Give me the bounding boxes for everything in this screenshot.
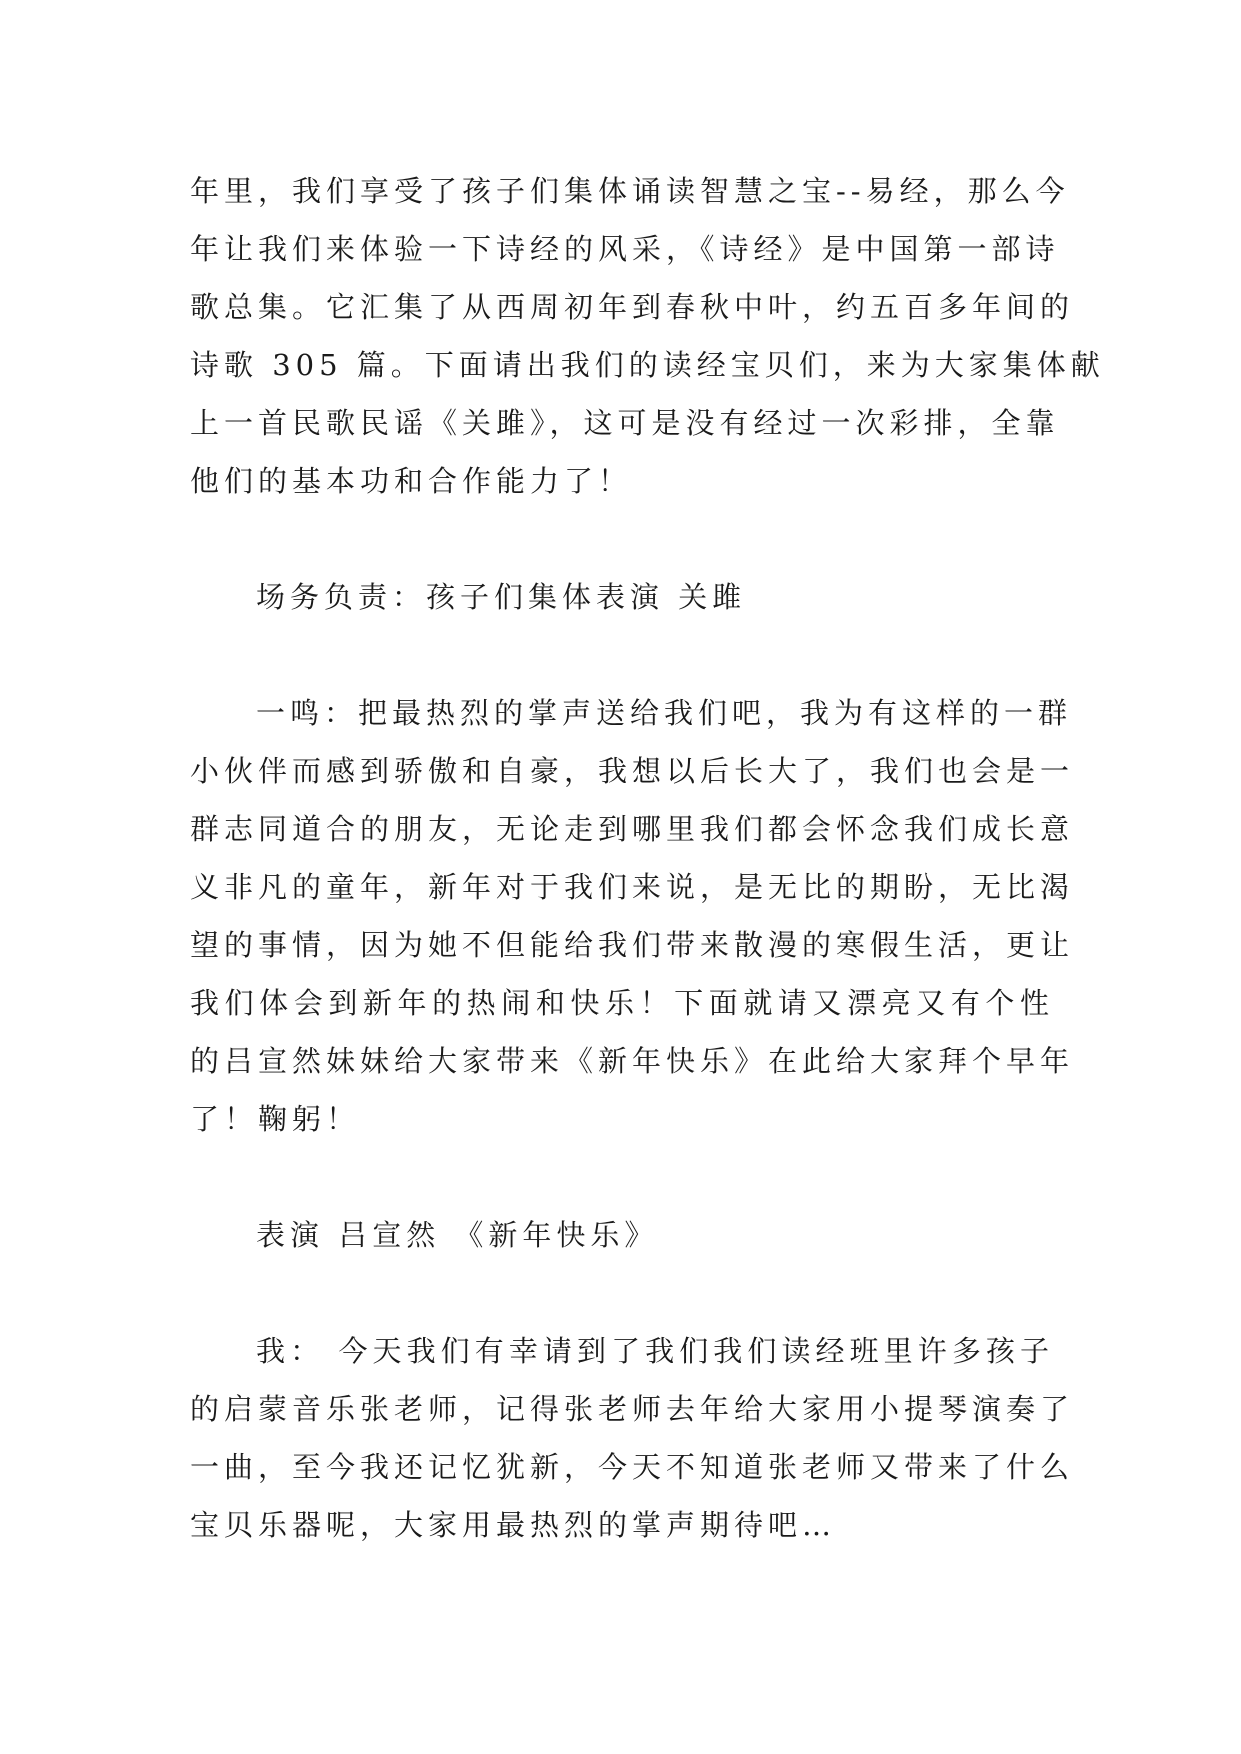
- paragraph-gap: [190, 626, 1054, 684]
- text-line: 一鸣：把最热烈的掌声送给我们吧，我为有这样的一群: [256, 696, 1073, 730]
- text-line: 年让我们来体验一下诗经的风采，《诗经》是中国第一部诗: [190, 232, 1060, 266]
- text-line: 诗歌 305 篇。下面请出我们的读经宝贝们，来为大家集体献: [190, 348, 1105, 382]
- text-line: 小伙伴而感到骄傲和自豪，我想以后长大了，我们也会是一: [190, 754, 1075, 788]
- text-line: 义非凡的童年，新年对于我们来说，是无比的期盼，无比渴: [190, 870, 1075, 904]
- text-line: 一曲，至今我还记忆犹新，今天不知道张老师又带来了什么: [190, 1450, 1075, 1484]
- text-line: 表演 吕宣然 《新年快乐》: [256, 1218, 659, 1252]
- text-line: 的吕宣然妹妹给大家带来《新年快乐》在此给大家拜个早年: [190, 1044, 1075, 1078]
- paragraph-host-speech: [190, 1322, 1075, 1554]
- text-line: 年里，我们享受了孩子们集体诵读智慧之宝--易经，那么今: [190, 174, 1070, 208]
- text-line: 场务负责：孩子们集体表演 关雎: [256, 580, 747, 614]
- paragraph-stage-note-guanju: [190, 568, 1054, 626]
- paragraph-gap: [190, 1148, 1054, 1206]
- paragraph-gap: [190, 510, 1054, 568]
- text-line: 群志同道合的朋友，无论走到哪里我们都会怀念我们成长意: [190, 812, 1075, 846]
- paragraph-intro-shijing: [190, 162, 1105, 510]
- text-line: 歌总集。它汇集了从西周初年到春秋中叶，约五百多年间的: [190, 290, 1075, 324]
- text-line: 他们的基本功和合作能力了！: [190, 464, 633, 498]
- text-line: 的启蒙音乐张老师，记得张老师去年给大家用小提琴演奏了: [190, 1392, 1075, 1426]
- text-line: 望的事情，因为她不但能给我们带来散漫的寒假生活，更让: [190, 928, 1075, 962]
- text-line: 我们体会到新年的热闹和快乐！下面就请又漂亮又有个性: [190, 986, 1054, 1020]
- paragraph-stage-note-performance: [190, 1206, 1054, 1264]
- paragraph-gap: [190, 1264, 1054, 1322]
- text-line: 上一首民歌民谣《关雎》，这可是没有经过一次彩排，全靠: [190, 406, 1060, 440]
- paragraph-yiming-speech: [190, 684, 1075, 1148]
- text-line: 宝贝乐器呢，大家用最热烈的掌声期待吧…: [190, 1508, 837, 1542]
- document-body: [190, 162, 1105, 1554]
- text-line: 了！鞠躬！: [190, 1102, 361, 1136]
- text-line: 我： 今天我们有幸请到了我们我们读经班里许多孩子: [256, 1334, 1054, 1368]
